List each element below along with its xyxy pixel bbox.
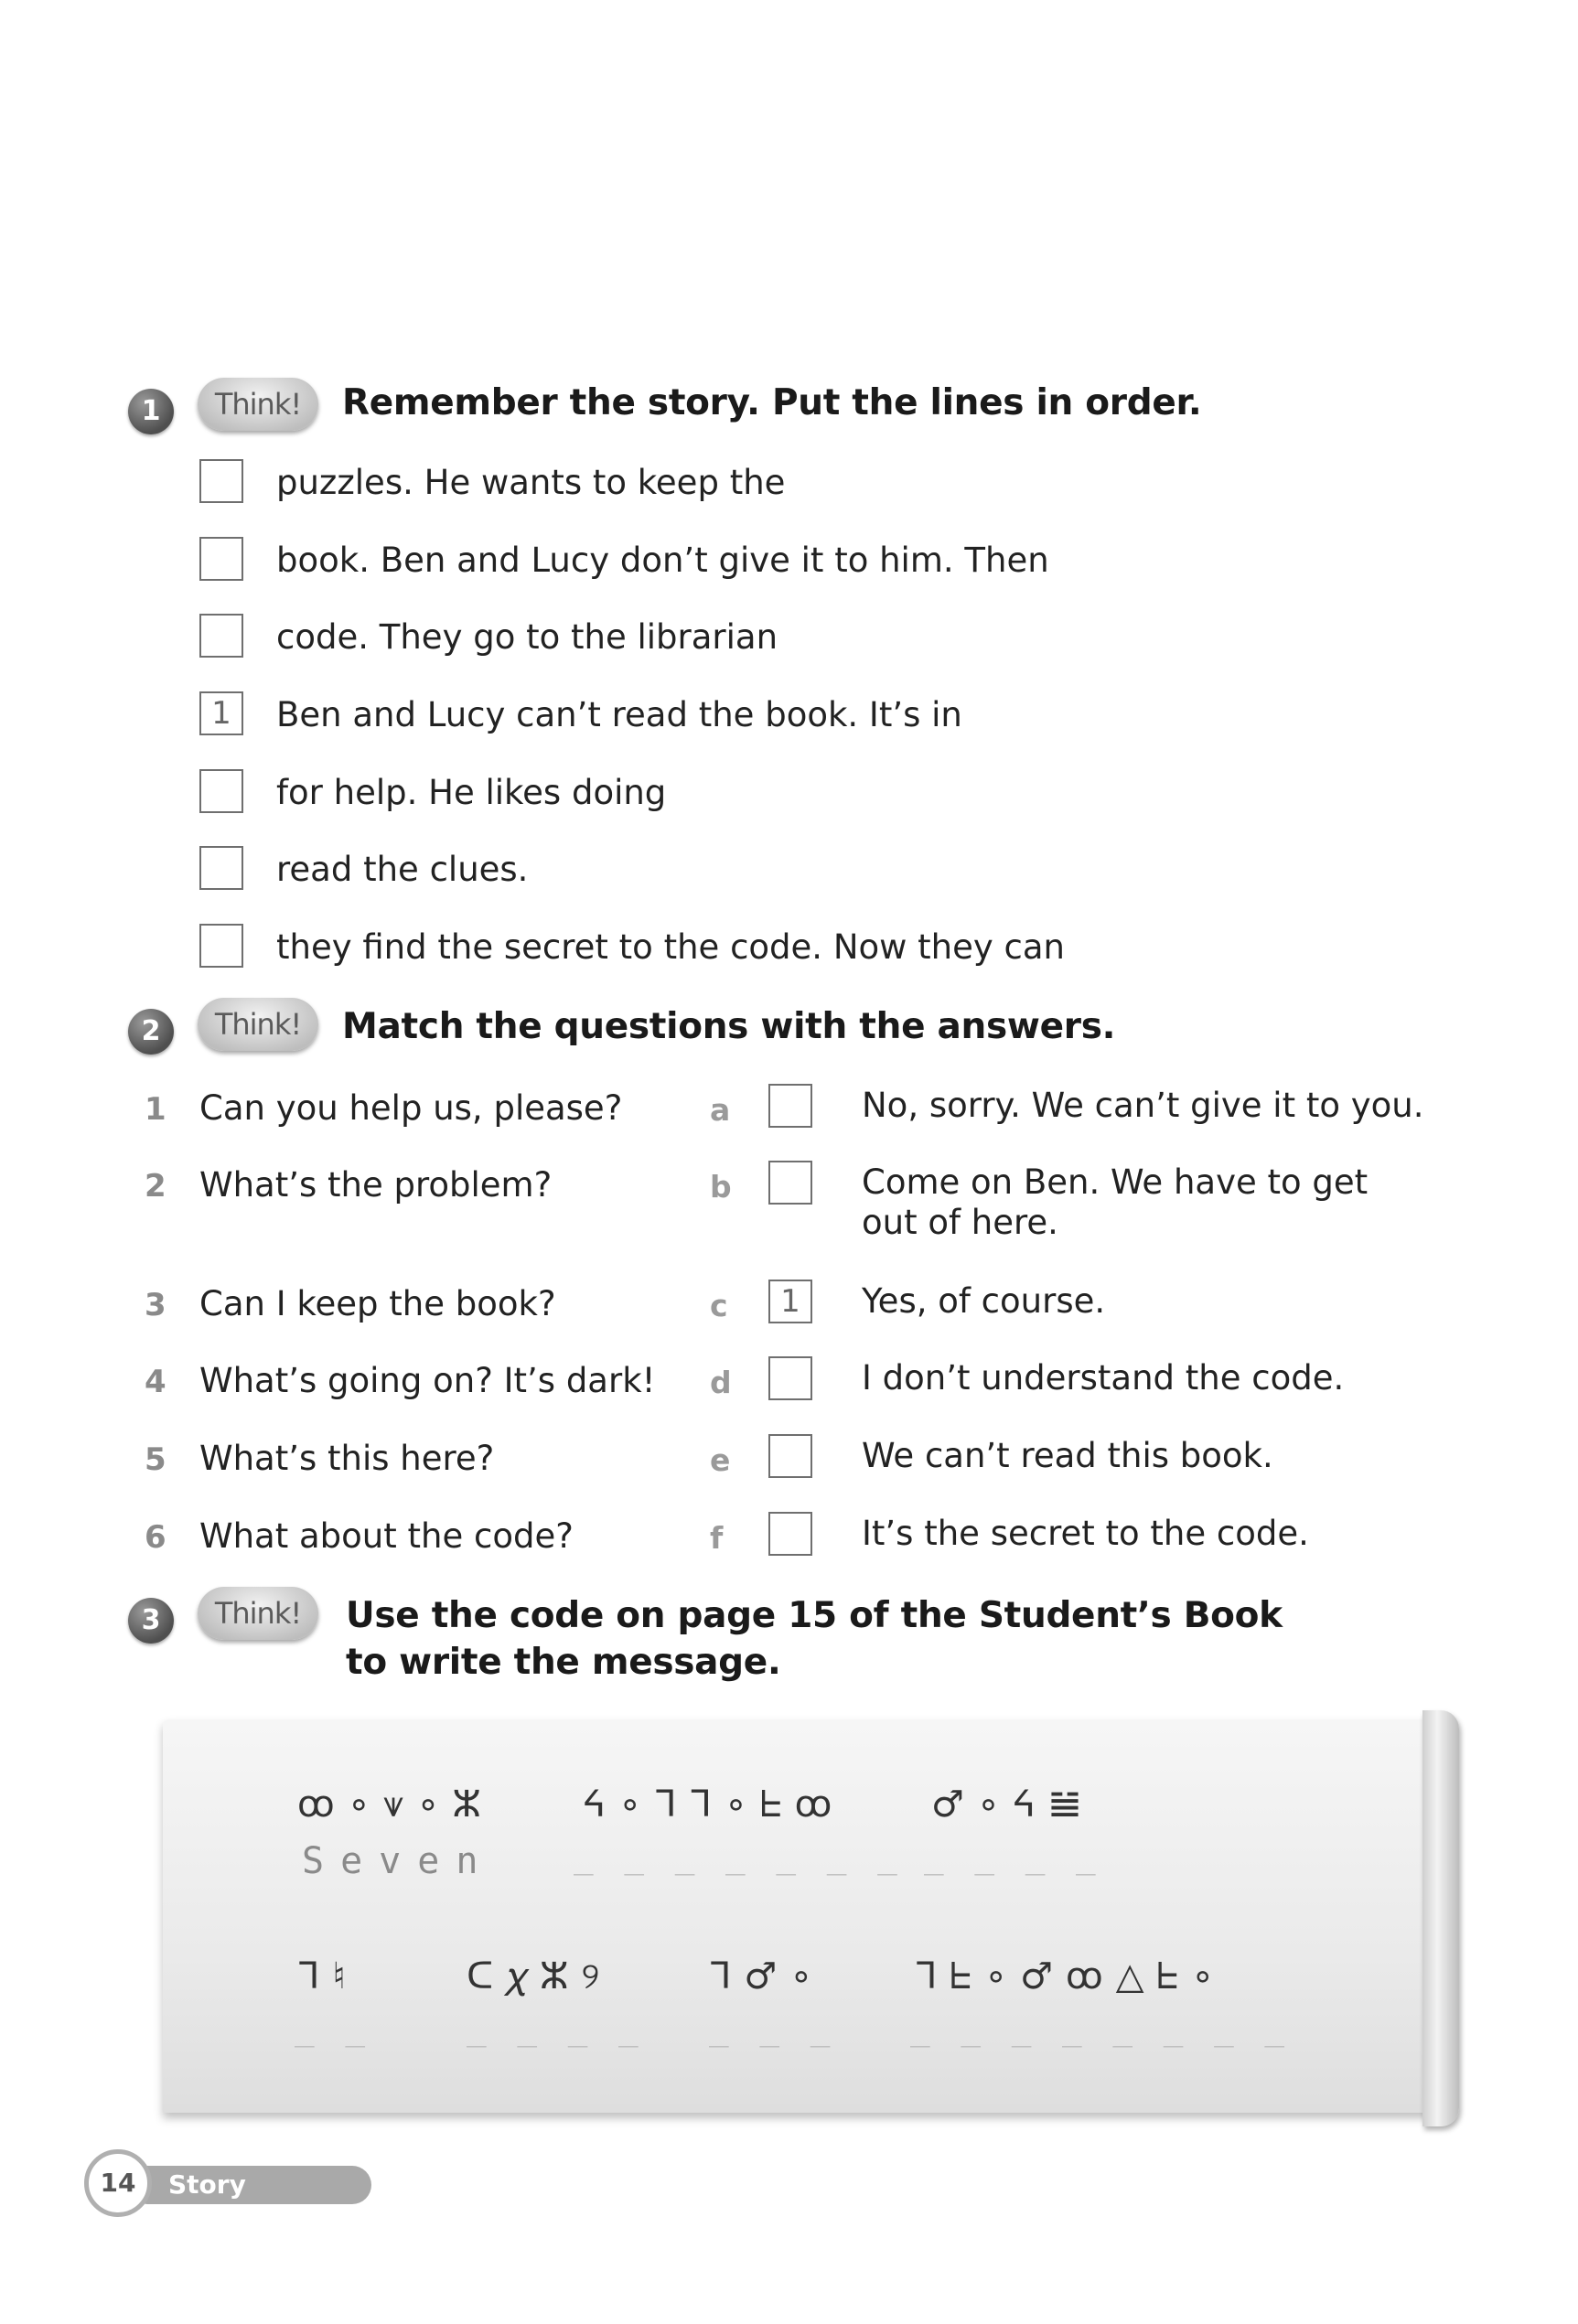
answer-text: Yes, of course. (862, 1281, 1106, 1321)
code-word: ꝏ∘⩛∘ⵣ (297, 1783, 494, 1826)
exercise-1-title: Remember the story. Put the lines in order. (342, 382, 1202, 423)
decoded-word[interactable]: Seven (302, 1840, 495, 1882)
answer-text: I don’t understand the code. (862, 1358, 1345, 1398)
code-word: ᒣ♂∘ (709, 1955, 826, 1997)
exercise-3-title-line2: to write the message. (346, 1642, 781, 1683)
question-text: What’s going on? It’s dark! (199, 1361, 656, 1400)
answer-letter: d (710, 1365, 732, 1400)
match-box[interactable] (768, 1434, 812, 1478)
answer-blank[interactable]: _ _ _ _ _ _ _ _ (910, 2010, 1291, 2048)
answer-letter: f (710, 1520, 724, 1556)
question-text: Can I keep the book? (199, 1284, 556, 1323)
match-box[interactable]: 1 (768, 1280, 812, 1323)
exercise-2-think-badge: Think! (198, 998, 318, 1051)
code-word: ᒣ♮ (297, 1955, 359, 1997)
match-box[interactable] (768, 1084, 812, 1128)
answer-blank[interactable]: _ _ _ _ _ _ _ (574, 1838, 903, 1876)
exercise-1-think-badge: Think! (198, 378, 318, 431)
question-number: 2 (145, 1168, 166, 1205)
exercise-2-number: 2 (128, 1009, 174, 1055)
order-box[interactable] (199, 924, 243, 968)
answer-text: Come on Ben. We have to get out of here. (862, 1162, 1369, 1242)
order-box[interactable] (199, 537, 243, 581)
answer-letter: e (710, 1442, 731, 1478)
story-line: puzzles. He wants to keep the (276, 463, 786, 502)
story-line: book. Ben and Lucy don’t give it to him. Then (276, 541, 1049, 580)
answer-text: It’s the secret to the code. (862, 1514, 1309, 1553)
exercise-1-number: 1 (128, 389, 174, 434)
question-text: What about the code? (199, 1516, 574, 1556)
paper-curl (1422, 1710, 1459, 2126)
order-box[interactable] (199, 769, 243, 813)
exercise-3-number: 3 (128, 1598, 174, 1644)
answer-text: We can’t read this book. (862, 1436, 1273, 1475)
story-line: Ben and Lucy can’t read the book. It’s in (276, 695, 962, 734)
story-line: read the clues. (276, 850, 529, 889)
match-box[interactable] (768, 1512, 812, 1556)
section-label: Story practice (128, 2166, 371, 2204)
question-number: 3 (145, 1287, 166, 1323)
code-word: ᒣᖶ∘♂ꝏ△ᖶ∘ (915, 1955, 1228, 1997)
answer-letter: c (710, 1288, 728, 1323)
question-number: 4 (145, 1364, 166, 1400)
question-number: 6 (145, 1519, 166, 1556)
exercise-3-title-line1: Use the code on page 15 of the Student’s Book (346, 1595, 1283, 1636)
code-word: ♂∘ᔦ𝌡 (931, 1783, 1094, 1826)
answer-blank[interactable]: _ _ (295, 2010, 371, 2048)
answer-letter: a (710, 1092, 731, 1128)
story-line: code. They go to the librarian (276, 617, 778, 657)
code-word: ᔦ∘ᒣᒣ∘ᖶꝏ (583, 1783, 845, 1826)
message-paper (163, 1719, 1444, 2113)
match-box[interactable] (768, 1356, 812, 1400)
order-box[interactable] (199, 846, 243, 890)
question-number: 5 (145, 1441, 166, 1478)
question-text: What’s this here? (199, 1439, 495, 1478)
question-number: 1 (145, 1091, 166, 1128)
answer-blank[interactable]: _ _ _ _ (467, 2010, 644, 2048)
answer-blank[interactable]: _ _ _ _ (924, 1838, 1101, 1876)
question-text: What’s the problem? (199, 1165, 553, 1205)
page-number: 14 (84, 2149, 152, 2217)
story-line: for help. He likes doing (276, 773, 667, 812)
code-word: ᑕ𝜒ⵣ୨ (467, 1955, 613, 1997)
answer-blank[interactable]: _ _ _ (709, 2010, 836, 2048)
question-text: Can you help us, please? (199, 1088, 623, 1128)
answer-text: No, sorry. We can’t give it to you. (862, 1086, 1424, 1125)
answer-letter: b (710, 1169, 732, 1205)
order-box[interactable]: 1 (199, 691, 243, 735)
exercise-3-think-badge: Think! (198, 1587, 318, 1640)
match-box[interactable] (768, 1161, 812, 1205)
order-box[interactable] (199, 614, 243, 658)
exercise-2-title: Match the questions with the answers. (342, 1006, 1116, 1047)
order-box[interactable] (199, 459, 243, 503)
story-line: they find the secret to the code. Now they can (276, 927, 1066, 967)
